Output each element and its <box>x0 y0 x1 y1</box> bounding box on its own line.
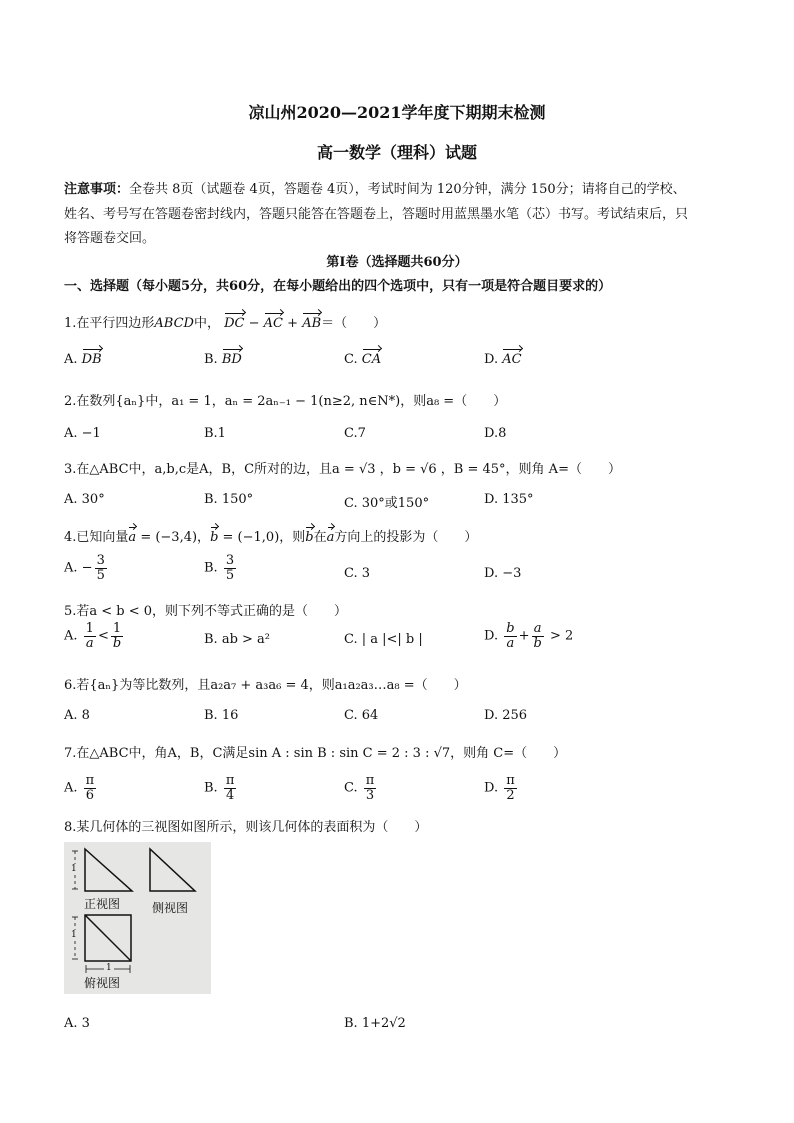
question-1-stem: 1.在平行四边形ABCD中， DC − AC + AB＝（ ） <box>64 316 387 331</box>
fig-label-front: 正视图 <box>84 897 121 911</box>
q1-option-c: C. CA <box>344 352 382 367</box>
three-view-drawing <box>64 842 211 994</box>
q3-option-d: D. 135° <box>484 492 534 507</box>
notice-label: 注意事项： <box>64 182 130 197</box>
q6-option-b: B. 16 <box>204 708 239 723</box>
q3-option-b: B. 150° <box>204 492 254 507</box>
q4-option-c: C. 3 <box>344 566 371 581</box>
q1-option-a: A. DB <box>64 352 102 367</box>
q1-tail: ＝（ ） <box>321 316 387 331</box>
q2-option-a: A. −1 <box>64 426 101 441</box>
q1-quad: ABCD <box>154 316 194 331</box>
q7-option-b: B. $\frac{\pi}{4}$ <box>204 773 235 803</box>
question-7-stem: 7.在△ABC中，角A，B，C满足sin A : sin B : sin C = 2 : 3 : √7，则角 C=（ ） <box>64 746 567 761</box>
fig-label-side: 侧视图 <box>152 901 189 915</box>
question-6-stem: 6.若{aₙ}为等比数列，且a₂a₇ + a₃a₆ = 4，则a₁a₂a₃…a₈ =（ ） <box>64 678 467 693</box>
q1-option-d: D. AC <box>484 352 522 367</box>
question-8-stem: 8.某几何体的三视图如图所示，则该几何体的表面积为（ ） <box>64 820 428 835</box>
q4-option-a: A. − $\frac{3}{5}$ <box>64 553 105 583</box>
part-title: 第Ⅰ卷（选择题共60分） <box>326 255 468 270</box>
q8-option-a: A. 3 <box>64 1016 90 1031</box>
notice-line-1 <box>64 178 686 197</box>
notice-line-2: 姓名、考号写在答题卷密封线内，答题只能答在答题卷上，答题时用蓝黑墨水笔（芯）书写。考试结束后，只 <box>64 207 689 222</box>
top-view-diagonal <box>85 915 131 961</box>
q3-option-a: A. 30° <box>64 492 105 507</box>
page-subtitle: 高一数学（理科）试题 <box>316 143 477 162</box>
q1-vector-1: DC <box>224 316 245 331</box>
q6-option-d: D. 256 <box>484 708 528 723</box>
front-view-triangle <box>85 849 132 891</box>
question-4-stem: 4.已知向量a = (−3,4)，b = (−1,0)，则b在a方向上的投影为（ ） <box>64 530 478 545</box>
fig-label-top: 俯视图 <box>84 976 121 990</box>
q2-option-c: C.7 <box>344 426 366 441</box>
q8-option-b: B. 1+2√2 <box>344 1016 406 1031</box>
q6-option-a: A. 8 <box>64 708 90 723</box>
fig-dim-label-3: 1 <box>106 963 112 973</box>
notice-line-3: 将答题卷交回。 <box>64 231 156 246</box>
side-view-triangle <box>150 849 195 891</box>
q7-option-c: C. $\frac{\pi}{3}$ <box>344 773 375 803</box>
notice-text-1: 全卷共 8页（试题卷 4页，答题卷 4页），考试时间为 120分钟，满分 150分；请将自己的学校、 <box>129 182 686 197</box>
q7-option-a: A. $\frac{\pi}{6}$ <box>64 773 95 803</box>
q1-prefix: 1.在平行四边形 <box>64 316 155 331</box>
section-heading: 一、选择题（每小题5分，共60分，在每小题给出的四个选项中，只有一项是符合题目要求的） <box>64 279 612 294</box>
question-3-stem: 3.在△ABC中，a,b,c是A，B，C所对的边，且a = √3 ，b = √6 ，B = 45°，则角 A=（ ） <box>64 462 621 477</box>
question-5-stem: 5.若a < b < 0，则下列不等式正确的是（ ） <box>64 604 348 619</box>
q2-option-b: B.1 <box>204 426 226 441</box>
q1-mid: 中， <box>193 316 220 331</box>
fig-dim-label-1: 1 <box>71 864 77 874</box>
q4-option-d: D. −3 <box>484 566 522 581</box>
q5-option-c: C. | a |<| b | <box>344 632 423 647</box>
q6-option-c: C. 64 <box>344 708 379 723</box>
fig-dim-label-2: 1 <box>71 930 77 940</box>
q5-option-a: A. $\frac{1}{a}$ < $\frac{1}{b}$ <box>64 621 122 651</box>
q2-option-d: D.8 <box>484 426 507 441</box>
q5-option-b: B. ab > a² <box>204 632 271 647</box>
q5-option-d: D. $\frac{b}{a}$ + $\frac{a}{b}$ > 2 <box>484 621 574 651</box>
three-view-figure <box>64 842 211 994</box>
q1-vector-3: AB <box>302 316 322 331</box>
q1-vector-2: AC <box>263 316 284 331</box>
q4-option-b: B. $\frac{3}{5}$ <box>204 553 235 583</box>
question-2-stem: 2.在数列{aₙ}中，a₁ = 1，aₙ = 2aₙ₋₁ − 1(n≥2, n∈N*)，则a₈ =（ ） <box>64 394 507 409</box>
q3-option-c: C. 30°或150° <box>344 496 430 511</box>
q1-option-b: B. BD <box>204 352 242 367</box>
page-title: 凉山州2020—2021学年度下期期末检测 <box>248 103 546 122</box>
q7-option-d: D. $\frac{\pi}{2}$ <box>484 773 515 803</box>
